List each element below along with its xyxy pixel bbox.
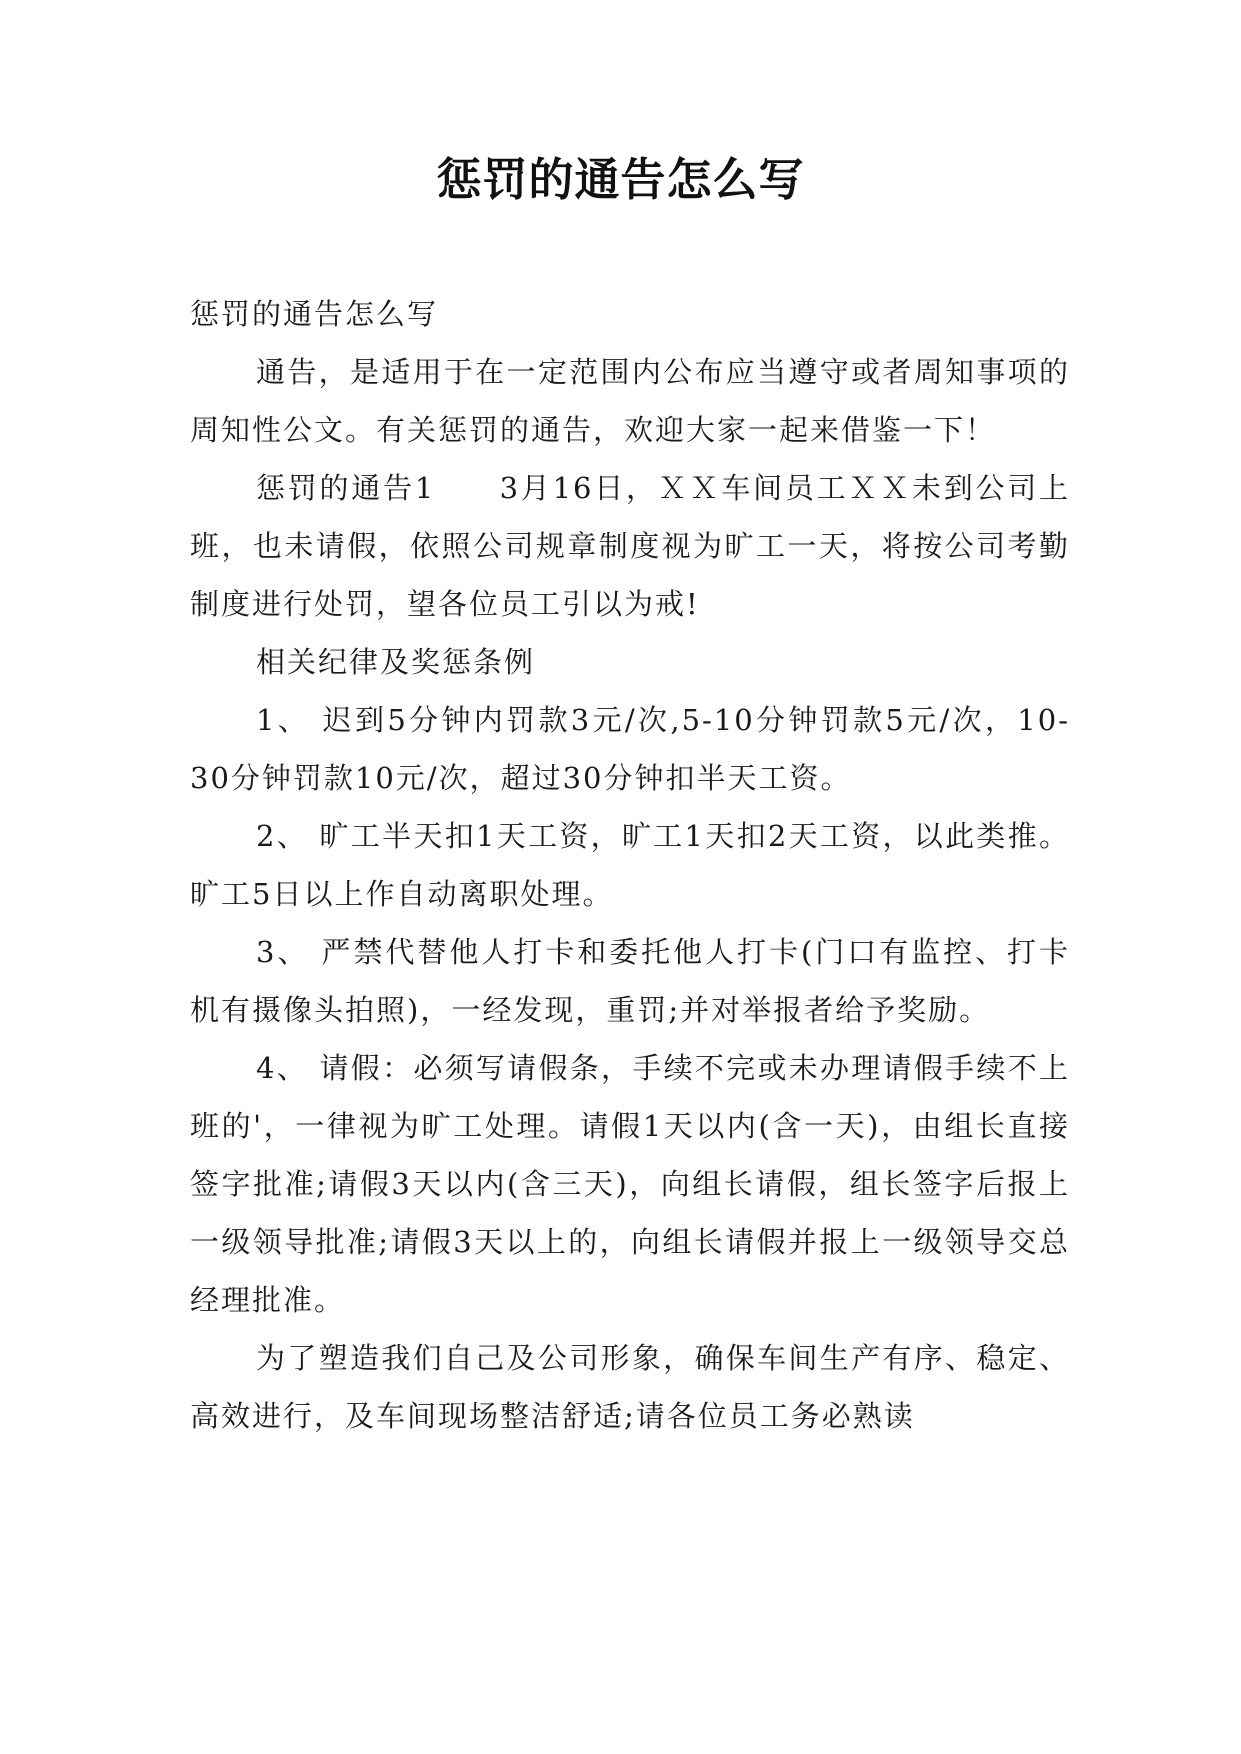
document-body: [190, 285, 1070, 1445]
paragraph-notice-1: 惩罚的通告1 3月16日，ＸＸ车间员工ＸＸ未到公司上班，也未请假，依照公司规章制度视为旷工一天，将按公司考勤制度进行处罚，望各位员工引以为戒!: [190, 471, 1070, 621]
paragraph-intro: 通告，是适用于在一定范围内公布应当遵守或者周知事项的周知性公文。有关惩罚的通告，欢迎大家一起来借鉴一下！: [190, 355, 1070, 447]
paragraph-rule-2: 2、 旷工半天扣1天工资，旷工1天扣2天工资，以此类推。旷工5日以上作自动离职处理。: [190, 819, 1070, 911]
document-title: 惩罚的通告怎么写: [436, 153, 805, 206]
paragraph-rule-3: 3、 严禁代替他人打卡和委托他人打卡(门口有监控、打卡机有摄像头拍照)，一经发现，重罚;并对举报者给予奖励。: [190, 935, 1070, 1027]
paragraph-subtitle: 惩罚的通告怎么写: [190, 297, 439, 331]
paragraph-rule-1: 1、 迟到5分钟内罚款3元/次,5-10分钟罚款5元/次，10-30分钟罚款10元/次，超过30分钟扣半天工资。: [190, 703, 1070, 795]
paragraph-closing: 为了塑造我们自己及公司形象，确保车间生产有序、稳定、高效进行，及车间现场整洁舒适;请各位员工务必熟读: [190, 1341, 1070, 1433]
paragraph-rule-4: 4、 请假：必须写请假条，手续不完或未办理请假手续不上班的'，一律视为旷工处理。请假1天以内(含一天)，由组长直接签字批准;请假3天以内(含三天)，向组长请假，组长签字后报上一级领导批准;请假3天以上的，向组长请假并报上一级领导交总经理批准。: [190, 1051, 1070, 1317]
paragraph-rules-heading: 相关纪律及奖惩条例: [256, 645, 536, 679]
